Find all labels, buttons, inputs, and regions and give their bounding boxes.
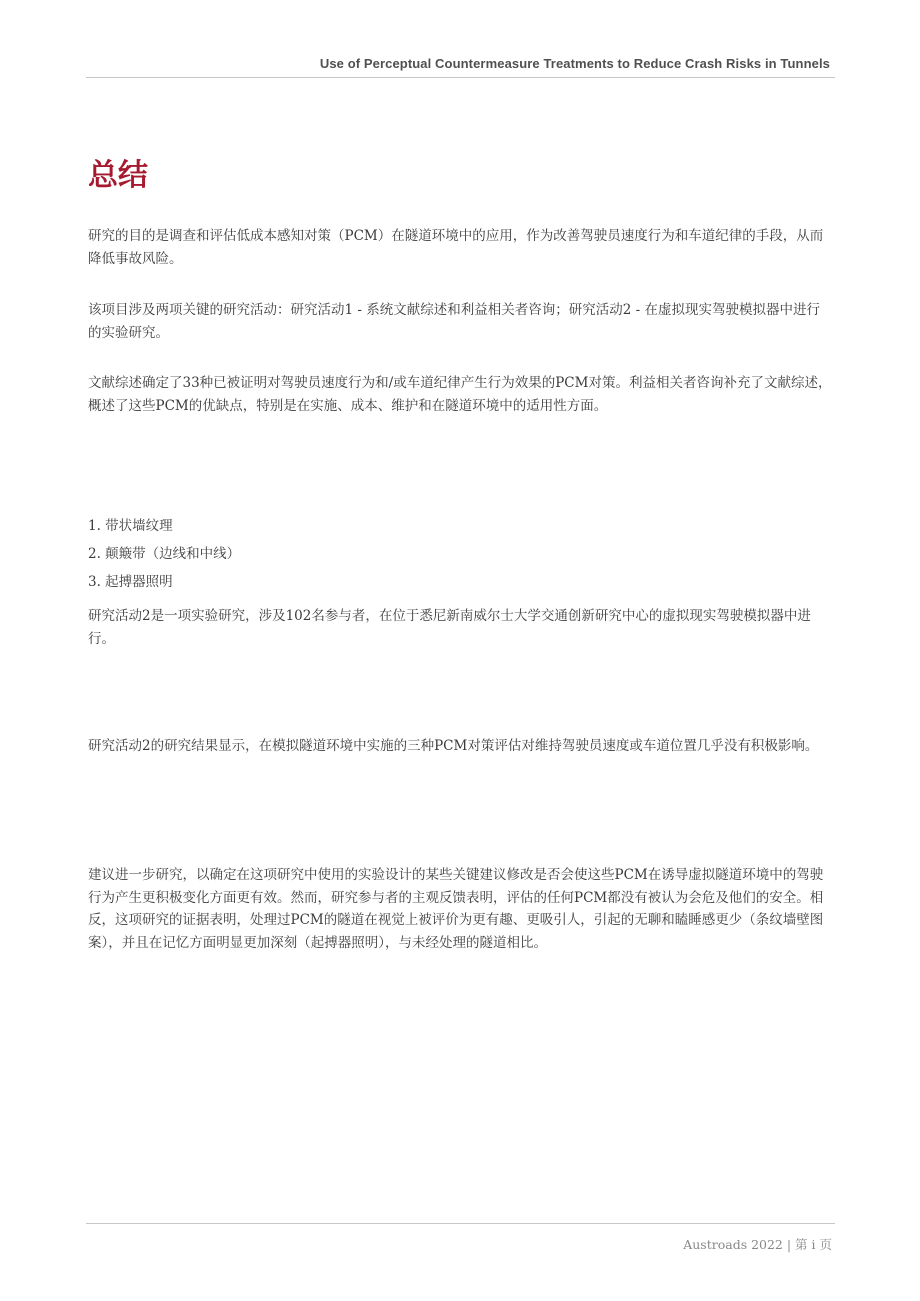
summary-paragraph-results: 研究活动2的研究结果显示，在模拟隧道环境中实施的三种PCM对策评估对维持驾驶员速度或车道位置几乎没有积极影响。	[88, 738, 819, 754]
summary-paragraph-experiment: 研究活动2是一项实验研究，涉及102名参与者，在位于悉尼新南威尔士大学交通创新研究中心的虚拟现实驾驶模拟器中进行。	[88, 608, 811, 647]
list-item: 3. 起搏器照明	[88, 574, 173, 590]
list-item: 2. 颠簸带（边线和中线）	[88, 546, 241, 562]
summary-paragraph-purpose: 研究的目的是调查和评估低成本感知对策（PCM）在隧道环境中的应用，作为改善驾驶员速度行为和车道纪律的手段，从而降低事故风险。	[88, 228, 824, 267]
running-header-title: Use of Perceptual Countermeasure Treatments to Reduce Crash Risks in Tunnels	[319, 56, 830, 71]
section-heading: 总结	[88, 158, 148, 193]
page-footer: Austroads 2022 | 第 i 页	[683, 1237, 832, 1252]
list-item: 1. 带状墙纹理	[88, 518, 173, 534]
footer-divider	[86, 1223, 835, 1224]
summary-paragraph-activities: 该项目涉及两项关键的研究活动：研究活动1 - 系统文献综述和利益相关者咨询；研究活动2 - 在虚拟现实驾驶模拟器中进行的实验研究。	[88, 302, 820, 341]
summary-paragraph-recommendation: 建议进一步研究，以确定在这项研究中使用的实验设计的某些关键建议修改是否会使这些PCM在诱导虚拟隧道环境中的驾驶行为产生更积极变化方面更有效。然而，研究参与者的主观反馈表明，评估的任何PCM都没有被认为会危及他们的安全。相反，这项研究的证据表明，处理过PCM的隧道在视觉上被评价为更有趣、更吸引人，引起的无聊和瞌睡感更少（条纹墙壁图案），并且在记忆方面明显更加深刻（起搏器照明），与未经处理的隧道相比。	[88, 867, 824, 951]
summary-paragraph-literature: 文献综述确定了33种已被证明对驾驶员速度行为和/或车道纪律产生行为效果的PCM对策。利益相关者咨询补充了文献综述，概述了这些PCM的优缺点，特别是在实施、成本、维护和在隧道环境中的适用性方面。	[88, 375, 832, 414]
pcm-list	[88, 512, 240, 596]
header-divider	[86, 77, 835, 78]
